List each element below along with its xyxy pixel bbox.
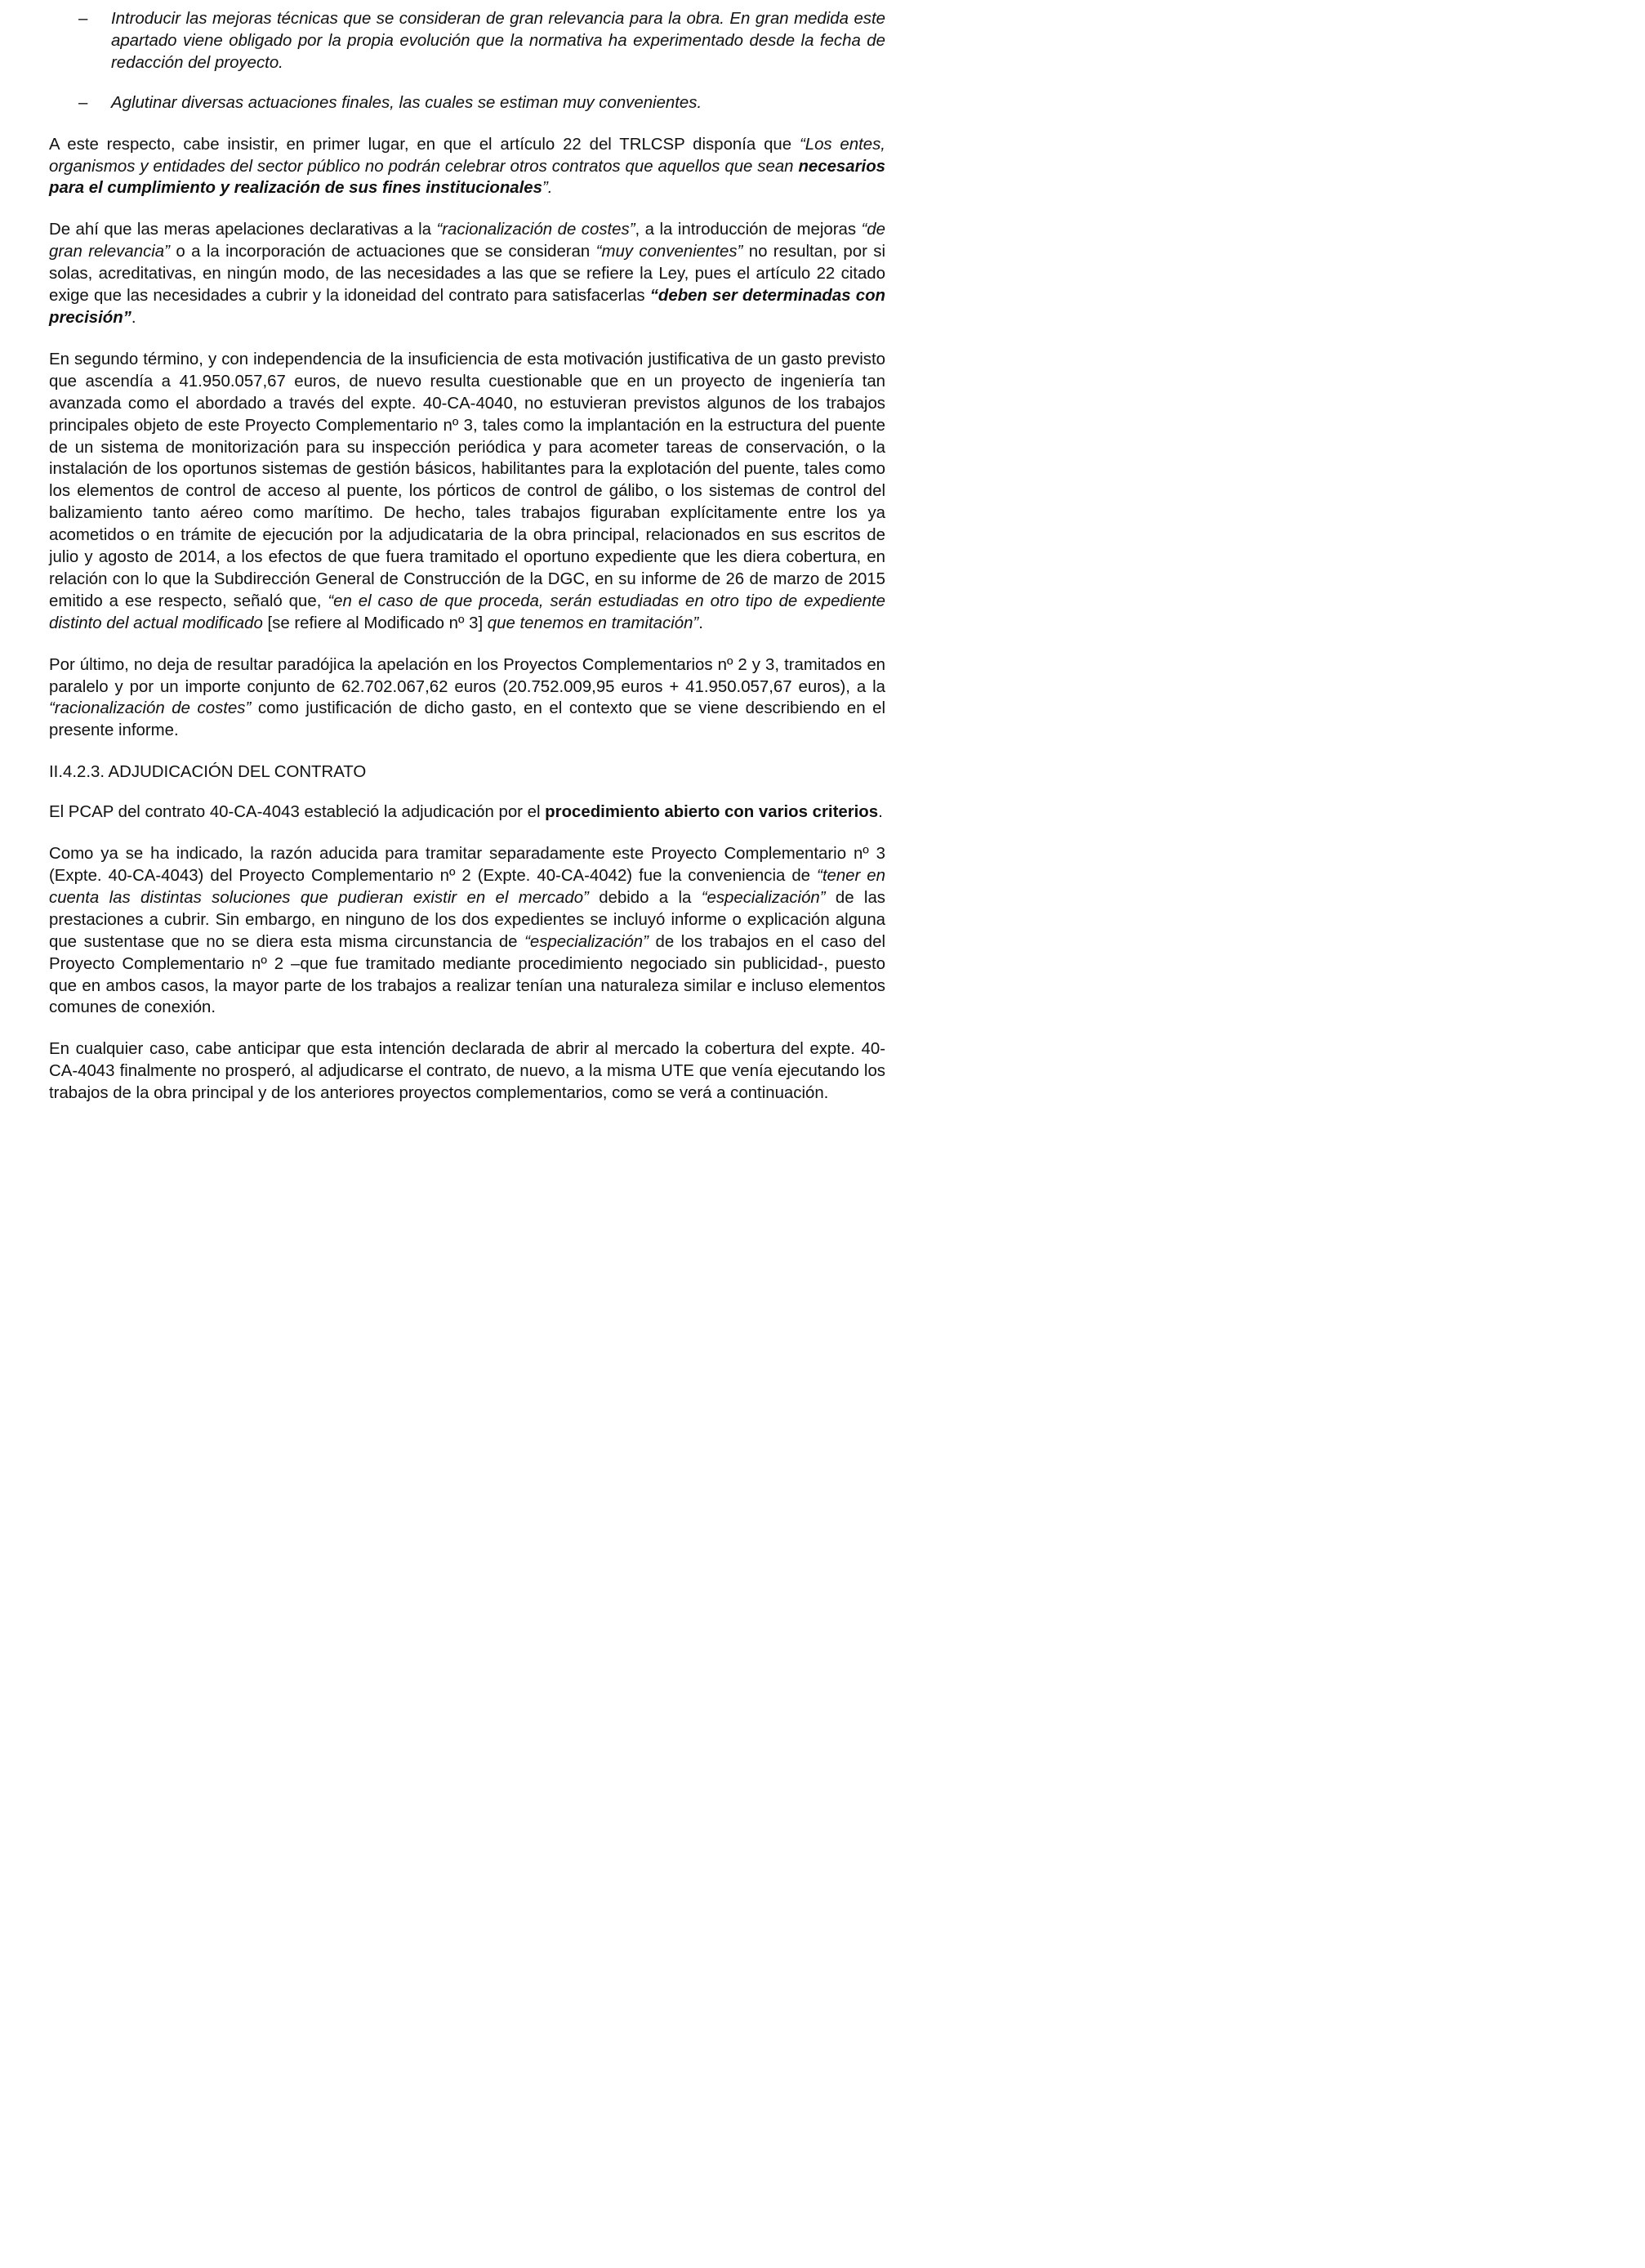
quote-run: que tenemos en tramitación” <box>487 614 699 632</box>
text-run: Por último, no deja de resultar paradójica la apelación en los Proyectos Complementarios nº 2 y 3, tramitados en paralelo y por un importe conjunto de 62.702.067,62 euros (20.752.009,95 euros + 41.950.057,67 euros), a la <box>49 655 885 696</box>
paragraph-conclusion: En cualquier caso, cabe anticipar que esta intención declarada de abrir al mercado la cobertura del expte. 40-CA-4043 finalmente no prosperó, al adjudicarse el contrato, de nuevo, a la misma UTE que venía ejecutando los trabajos de la obra principal y de los anteriores proyectos complementarios, como se verá a continuación. <box>49 1040 885 1103</box>
bullet-item <box>49 92 885 114</box>
paragraph-second-point <box>49 349 885 635</box>
text-run: . <box>131 308 136 327</box>
quote-run: “muy convenientes” <box>595 243 743 261</box>
bullet-list <box>49 8 885 114</box>
text-run: , a la introducción de mejoras <box>635 221 862 239</box>
text-run: como justificación de dicho gasto, en el contexto que se viene describiendo en el presente informe. <box>49 699 886 740</box>
paragraph-pcap <box>49 801 885 824</box>
bullet-item <box>49 8 885 74</box>
bullet-dash: – <box>78 93 88 112</box>
quote-run: “racionalización de costes” <box>436 221 635 239</box>
paragraph-declarative-appeals <box>49 219 885 329</box>
quote-run: “de gran relevancia” <box>49 221 885 261</box>
emphasis-run: necesarios para el cumplimiento y realización de sus fines institucionales <box>49 157 885 198</box>
text-run: Como ya se ha indicado, la razón aducida para tramitar separadamente este Proyecto Complementario nº 3 (Expte. 40-CA-4043) del Proyecto Complementario nº 2 (Expte. 40-CA-4042) fue la conveniencia de <box>49 845 885 885</box>
quote-run: “especialización” <box>524 932 649 951</box>
bullet-text: Introducir las mejoras técnicas que se consideran de gran relevancia para la obra. En gran medida este apartado viene obligado por la propia evolución que la normativa ha experimentado desde la fecha de redacción del proyecto. <box>111 10 885 72</box>
paragraph-finally <box>49 654 885 743</box>
bullet-dash: – <box>78 10 88 28</box>
emphasis-run: procedimiento abierto con varios criterios <box>545 803 879 822</box>
bullet-text: Aglutinar diversas actuaciones finales, las cuales se estiman muy convenientes. <box>111 93 702 112</box>
paragraph-separate-processing <box>49 843 885 1019</box>
quote-run: “racionalización de costes” <box>49 699 252 718</box>
text-run: o a la incorporación de actuaciones que se consideran <box>169 243 596 261</box>
text-run: [se refiere al Modificado nº 3] <box>262 614 488 632</box>
document-body <box>49 8 885 1105</box>
text-run: . <box>878 803 883 822</box>
text-run: de los trabajos en el caso del Proyecto Complementario nº 2 –que fue tramitado mediante procedimiento negociado sin publicidad-, puesto que en ambos casos, la mayor parte de los trabajos a realizar tenían una naturaleza similar e incluso elementos comunes de conexión. <box>49 932 885 1017</box>
text-run: El PCAP del contrato 40-CA-4043 estableció la adjudicación por el <box>49 803 546 822</box>
quote-run: “en el caso de que proceda, serán estudiadas en otro tipo de expediente distinto del actual modificado <box>49 592 885 632</box>
text-run: De ahí que las meras apelaciones declarativas a la <box>49 221 437 239</box>
text-run: En segundo término, y con independencia de la insuficiencia de esta motivación justificativa de un gasto previsto que ascendía a 41.950.057,67 euros, de nuevo resulta cuestionable que en un proyecto de ingeniería tan avanzada como el abordado a través del expte. 40-CA-4040, no estuvieran previstos algunos de los trabajos principales objeto de este Proyecto Complementario nº 3, tales como la implantación en la estructura del puente de un sistema de monitorización para su inspección periódica y para acometer tareas de conservación, o la instalación de los oportunos sistemas de gestión básicos, habilitantes para la explotación del puente, tales como los elementos de control de acceso al puente, los pórticos de control de gálibo, o los sistemas de control del balizamiento tanto aéreo como marítimo. De hecho, tales trabajos figuraban explícitamente entre los ya acometidos o en trámite de ejecución por la adjudicataria de la obra principal, relacionados en sus escritos de julio y agosto de 2014, a los efectos de que fuera tramitado el oportuno expediente que les diera cobertura, en relación con lo que la Subdirección General de Construcción de la DGC, en su informe de 26 de marzo de 2015 emitido a ese respecto, señaló que, <box>49 350 885 610</box>
quote-run: “tener en cuenta las distintas soluciones que pudieran existir en el mercado” <box>49 867 885 907</box>
section-heading: II.4.2.3. ADJUDICACIÓN DEL CONTRATO <box>49 763 367 782</box>
text-run: debido a la <box>588 888 702 907</box>
document-page <box>0 0 929 1280</box>
text-run: no resultan, por si solas, acreditativas, en ningún modo, de las necesidades a las que se refiere la Ley, pues el artículo 22 citado exige que las necesidades a cubrir y la idoneidad del contrato para satisfacerlas <box>49 243 886 306</box>
emphasis-run: “deben ser determinadas con precisión” <box>49 287 885 327</box>
quote-run: “Los entes, organismos y entidades del sector público no podrán celebrar otros contratos que aquellos que sean <box>49 135 885 176</box>
paragraph-article-22 <box>49 134 885 200</box>
text-run: . <box>698 614 703 632</box>
quote-run: ”. <box>542 179 553 198</box>
quote-run: “especialización” <box>701 888 826 907</box>
text-run: A este respecto, cabe insistir, en primer lugar, en que el artículo 22 del TRLCSP disponía que <box>49 135 800 154</box>
text-run: de las prestaciones a cubrir. Sin embargo, en ninguno de los dos expedientes se incluyó informe o explicación alguna que sustentase que no se diera esta misma circunstancia de <box>49 888 885 951</box>
